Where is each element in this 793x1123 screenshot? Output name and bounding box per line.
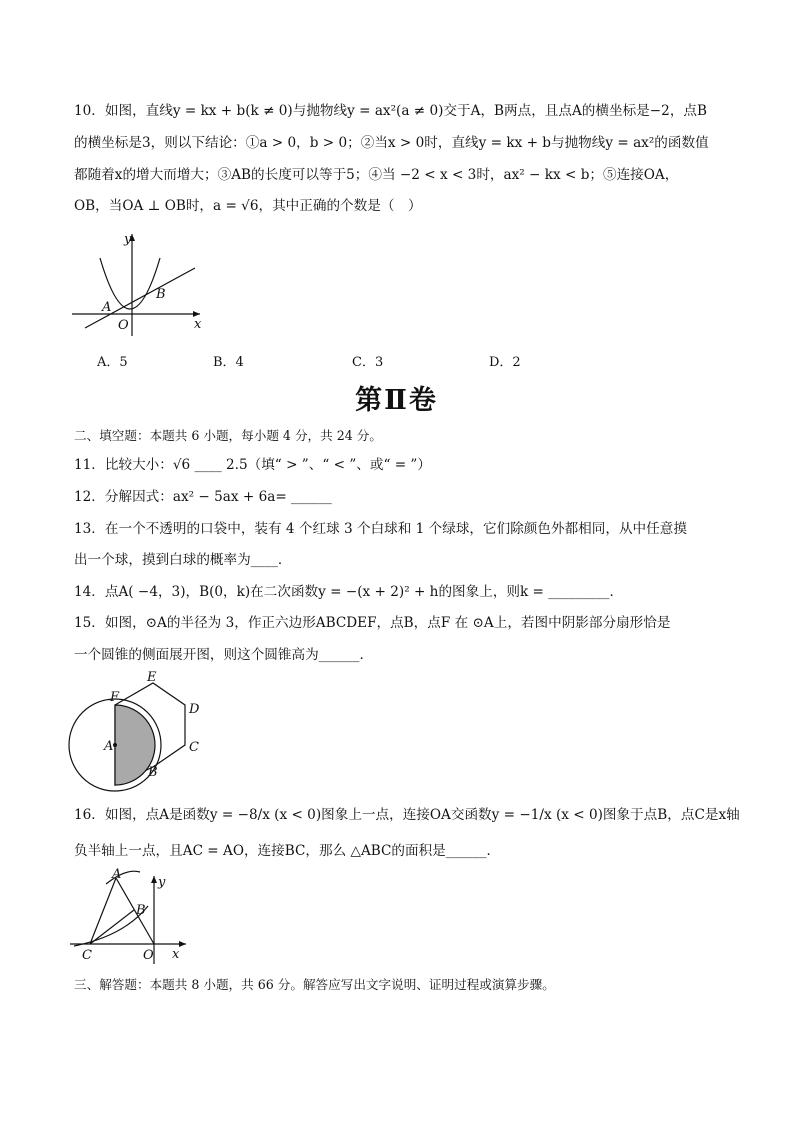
- part3-header: 三、解答题：本题共 8 小题，共 66 分。解答应写出文字说明、证明过程或演算步骤。: [74, 977, 555, 992]
- q15-center-point: [113, 743, 117, 747]
- q16-figure: [68, 866, 198, 968]
- q10-option-d: D．2: [489, 355, 521, 370]
- q15-label-C: C: [189, 740, 199, 755]
- q16-label-O: O: [143, 948, 154, 963]
- q10-option-b: B．4: [213, 355, 244, 370]
- q15-figure: [60, 668, 220, 794]
- q10-label-O: O: [118, 318, 129, 333]
- section-title: 第Ⅱ卷: [355, 385, 438, 416]
- part2-header: 二、填空题：本题共 6 小题，每小题 4 分，共 24 分。: [74, 428, 382, 443]
- q16-label-C: C: [82, 948, 92, 963]
- q16-label-B: B: [136, 903, 146, 918]
- q15-line-1: 15．如图，⊙A的半径为 3，作正六边形ABCDEF，点B，点F 在 ⊙A上，若图中阴影部分扇形恰是: [74, 615, 671, 631]
- q10-option-c: C．3: [352, 355, 384, 370]
- q10-line: [85, 268, 195, 328]
- q16-x-arrow: [179, 941, 186, 947]
- q10-line-4: OB，当OA ⊥ OB时，a = √6，其中正确的个数是（ ）: [74, 198, 422, 214]
- q10-line-3: 都随着x的增大而增大；③AB的长度可以等于5；④当 −2 < x < 3时，ax² − kx < b；⑤连接OA，: [74, 167, 679, 183]
- q16-y-arrow: [151, 876, 157, 883]
- q15-label-F: F: [110, 690, 120, 705]
- q16-label-y: y: [158, 875, 166, 890]
- q15-label-E: E: [147, 670, 157, 685]
- q10-label-y: y: [124, 232, 132, 247]
- q10-line-2: 的横坐标是3，则以下结论：①a > 0，b > 0；②当x > 0时，直线y = kx + b与抛物线y = ax²的函数值: [74, 135, 709, 151]
- q10-label-A: A: [102, 300, 112, 315]
- q16-segment-AO: [116, 878, 154, 944]
- q10-line-1: 10．如图，直线y = kx + b(k ≠ 0)与抛物线y = ax²(a ≠ 0)交于A，B两点，且点A的横坐标是−2，点B: [74, 103, 707, 119]
- q10-figure: [70, 228, 210, 340]
- q16-label-A: A: [112, 867, 122, 882]
- q10-label-x: x: [194, 317, 202, 332]
- q15-line-2: 一个圆锥的侧面展开图，则这个圆锥高为______．: [74, 647, 374, 663]
- q10-option-a: A．5: [97, 355, 128, 370]
- q14: 14．点A( −4，3)，B(0，k)在二次函数y = −(x + 2)² + h的图象上，则k = _________．: [74, 584, 624, 600]
- q13-line-2: 出一个球，摸到白球的概率为____．: [74, 552, 292, 568]
- q15-label-D: D: [189, 702, 200, 717]
- q16-line-2: 负半轴上一点，且AC = AO，连接BC，那么 △ABC的面积是______．: [74, 843, 501, 859]
- q15-label-B: B: [148, 765, 158, 780]
- q13-line-1: 13．在一个不透明的口袋中，装有 4 个红球 3 个白球和 1 个绿球，它们除颜色外都相同，从中任意摸: [74, 521, 687, 537]
- q16-label-x: x: [172, 947, 180, 962]
- q16-line-1: 16．如图，点A是函数y = −8/x (x < 0)图象上一点，连接OA交函数y = −1/x (x < 0)图象于点B，点C是x轴: [74, 807, 740, 823]
- q12: 12．分解因式：ax² − 5ax + 6a= ______: [74, 489, 332, 505]
- q11: 11．比较大小：√6 ____ 2.5（填“ > ”、“ < ”、或“ = ”）: [74, 457, 431, 473]
- q15-label-A: A: [104, 739, 114, 754]
- q10-label-B: B: [156, 287, 166, 302]
